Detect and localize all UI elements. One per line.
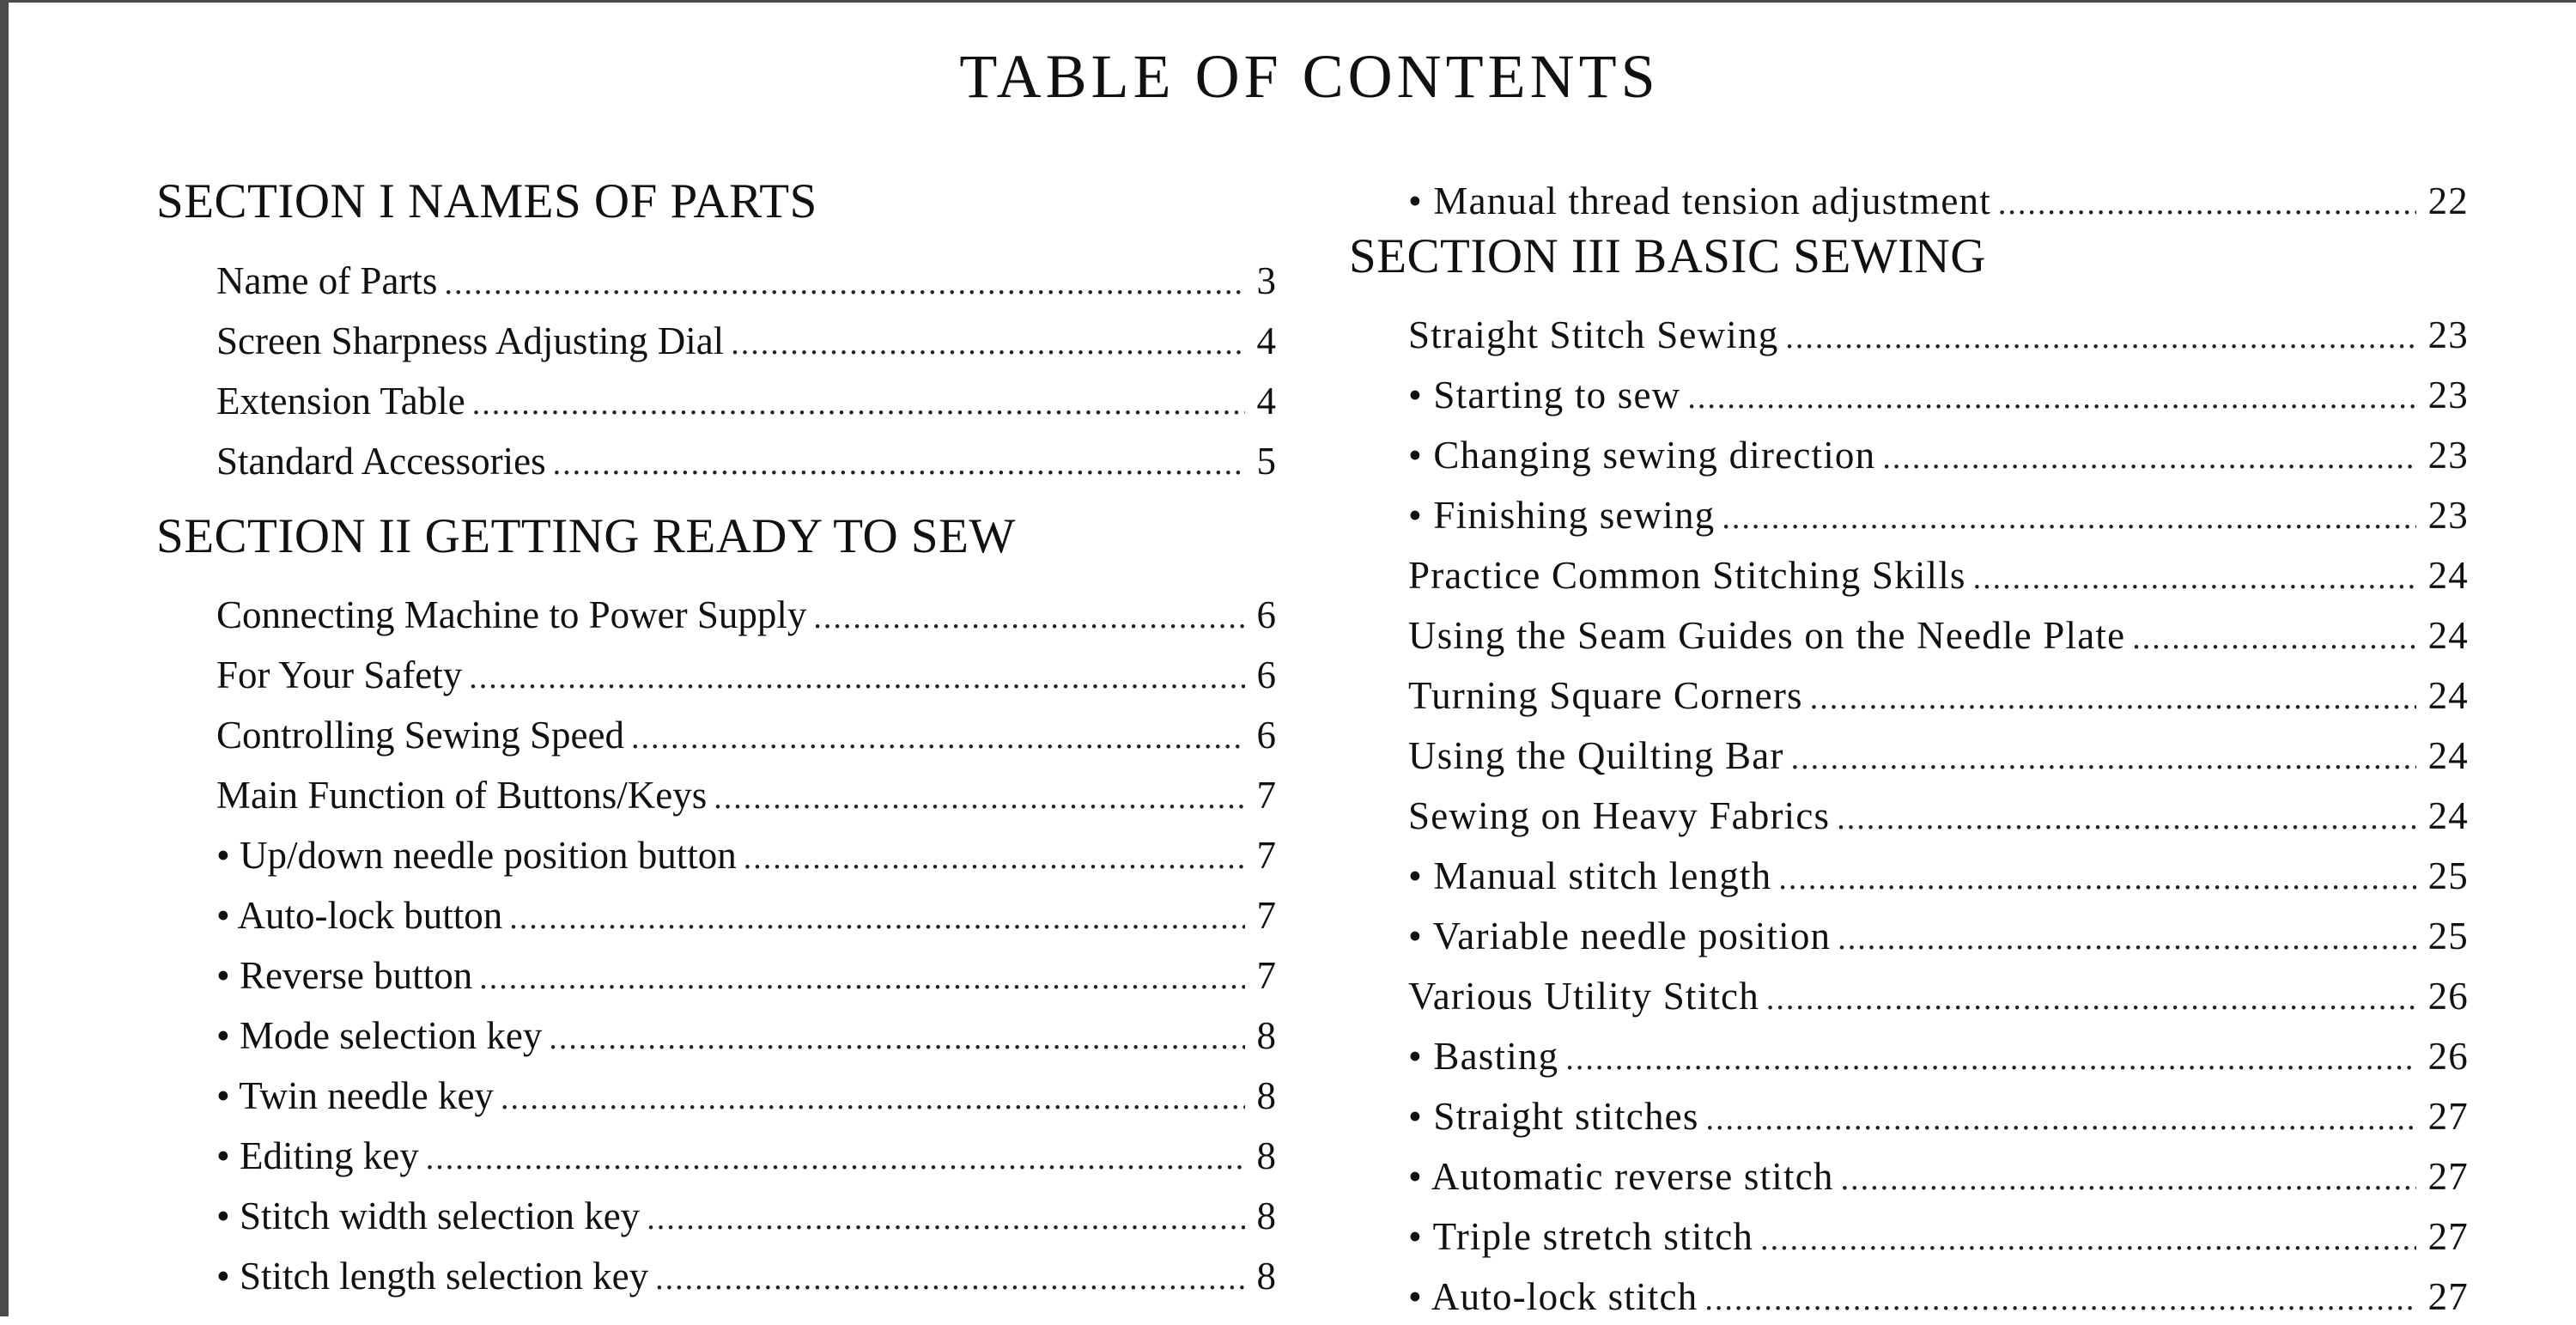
- toc-entry-label: Practice Common Stitching Skills: [1408, 554, 1966, 597]
- toc-entry-page-number: 24: [2427, 554, 2469, 597]
- dot-leader: [1791, 732, 2416, 784]
- dot-leader: [1785, 312, 2415, 363]
- toc-entry[interactable]: [216, 649, 1276, 703]
- toc-entry-label: Straight Stitch Sewing: [1408, 313, 1779, 356]
- toc-entry-label: • Variable needle position: [1408, 915, 1832, 957]
- toc-entry-page-number: 27: [2427, 1275, 2469, 1318]
- dot-leader: [1766, 973, 2416, 1024]
- toc-entry-page-number: 4: [1256, 380, 1276, 422]
- dot-leader: [509, 892, 1244, 944]
- section-heading: SECTION III BASIC SEWING: [1349, 229, 1986, 283]
- toc-entry-page-number: 27: [2427, 1155, 2469, 1198]
- dot-leader: [714, 772, 1244, 824]
- section-heading: SECTION I NAMES OF PARTS: [156, 174, 817, 228]
- dot-leader: [1687, 372, 2415, 423]
- toc-entry-label: • Finishing sewing: [1408, 494, 1716, 537]
- toc-entry-page-number: 27: [2427, 1095, 2469, 1138]
- toc-entry[interactable]: [1408, 610, 2469, 664]
- dot-leader: [1706, 1093, 2416, 1145]
- toc-entry-page-number: 4: [1256, 319, 1276, 362]
- dot-leader: [479, 952, 1244, 1004]
- toc-entry-page-number: 8: [1256, 1194, 1276, 1237]
- dot-leader: [1837, 793, 2415, 844]
- toc-entry[interactable]: [216, 950, 1276, 1004]
- toc-entry-page-number: 5: [1256, 440, 1276, 483]
- dot-leader: [472, 378, 1245, 429]
- toc-entry[interactable]: [1408, 850, 2469, 904]
- toc-entry[interactable]: [216, 1250, 1276, 1304]
- toc-entry-label: Screen Sharpness Adjusting Dial: [216, 319, 725, 362]
- toc-entry[interactable]: [1408, 369, 2469, 423]
- dot-leader: [655, 1253, 1244, 1304]
- toc-entry[interactable]: [216, 1190, 1276, 1244]
- dot-leader: [731, 318, 1244, 369]
- toc-entry-label: • Starting to sew: [1408, 374, 1681, 416]
- toc-entry[interactable]: [216, 375, 1276, 429]
- toc-entry-label: Connecting Machine to Power Supply: [216, 593, 807, 636]
- toc-entry-label: Name of Parts: [216, 259, 438, 302]
- toc-entry[interactable]: [1408, 670, 2469, 724]
- toc-entry[interactable]: [1408, 309, 2469, 363]
- toc-entry-label: • Twin needle key: [216, 1074, 494, 1117]
- toc-entry-page-number: 7: [1256, 894, 1276, 937]
- toc-entry-label: • Manual thread tension adjustment: [1408, 179, 1991, 222]
- dot-leader: [553, 438, 1245, 489]
- toc-entry-label: Various Utility Stitch: [1408, 975, 1759, 1018]
- toc-entry-page-number: 7: [1256, 774, 1276, 817]
- toc-entry-page-number: 25: [2427, 854, 2469, 897]
- toc-entry[interactable]: [216, 830, 1276, 884]
- dot-leader: [744, 832, 1245, 884]
- toc-entry[interactable]: [1408, 550, 2469, 604]
- toc-entry[interactable]: [216, 1010, 1276, 1064]
- dot-leader: [549, 1012, 1244, 1064]
- toc-entry-page-number: 26: [2427, 1035, 2469, 1078]
- toc-entry[interactable]: [216, 255, 1276, 309]
- toc-entry-page-number: 27: [2427, 1215, 2469, 1258]
- toc-entry[interactable]: [216, 1130, 1276, 1184]
- toc-entry-page-number: 26: [2427, 975, 2469, 1018]
- toc-entry-label: • Stitch length selection key: [216, 1255, 649, 1298]
- toc-entry-label: Standard Accessories: [216, 440, 546, 483]
- dot-leader: [631, 712, 1245, 763]
- toc-entry[interactable]: [1408, 1151, 2469, 1205]
- toc-entry[interactable]: [216, 315, 1276, 369]
- toc-entry-label: • Reverse button: [216, 954, 473, 997]
- toc-entry[interactable]: [1408, 1030, 2469, 1085]
- toc-entry-label: Main Function of Buttons/Keys: [216, 774, 708, 817]
- dot-leader: [2132, 612, 2415, 664]
- toc-entry-page-number: 3: [1256, 259, 1276, 302]
- toc-entry-label: • Auto-lock button: [216, 894, 503, 937]
- toc-entry-label: • Manual stitch length: [1408, 854, 1772, 897]
- dot-leader: [813, 592, 1244, 643]
- toc-entry[interactable]: [216, 435, 1276, 489]
- page-title: TABLE OF CONTENTS: [959, 42, 1660, 111]
- dot-leader: [647, 1193, 1244, 1244]
- section-heading: SECTION II GETTING READY TO SEW: [156, 509, 1016, 563]
- dot-leader: [469, 652, 1244, 703]
- toc-entry-label: • Triple stretch stitch: [1408, 1215, 1754, 1258]
- dot-leader: [1778, 853, 2415, 904]
- toc-entry-page-number: 23: [2427, 494, 2469, 537]
- toc-entry-page-number: 24: [2427, 614, 2469, 657]
- dot-leader: [1882, 432, 2415, 483]
- toc-entry[interactable]: [1408, 910, 2469, 964]
- dot-leader: [1760, 1213, 2415, 1265]
- toc-entry-page-number: 22: [2427, 179, 2469, 222]
- toc-entry-page-number: 8: [1256, 1134, 1276, 1177]
- toc-entry[interactable]: [216, 1070, 1276, 1124]
- toc-entry[interactable]: [216, 589, 1276, 643]
- toc-entry-page-number: 23: [2427, 313, 2469, 356]
- toc-entry[interactable]: [216, 890, 1276, 944]
- page-frame-top: [0, 0, 2576, 3]
- toc-entry[interactable]: [1408, 1211, 2469, 1265]
- toc-entry-page-number: 24: [2427, 734, 2469, 777]
- dot-leader: [426, 1133, 1245, 1184]
- dot-leader: [1973, 552, 2416, 604]
- toc-entry-label: • Changing sewing direction: [1408, 434, 1876, 477]
- toc-entry-label: Extension Table: [216, 380, 465, 422]
- dot-leader: [1838, 913, 2415, 964]
- toc-entry-label: Sewing on Heavy Fabrics: [1408, 794, 1831, 837]
- toc-entry[interactable]: [1408, 1271, 2469, 1325]
- dot-leader: [1565, 1033, 2415, 1085]
- dot-leader: [1810, 672, 2416, 724]
- toc-entry[interactable]: [1408, 790, 2469, 844]
- toc-entry-label: • Auto-lock stitch: [1408, 1275, 1698, 1318]
- toc-entry-label: • Mode selection key: [216, 1014, 543, 1057]
- toc-entry[interactable]: [1408, 429, 2469, 483]
- dot-leader: [444, 258, 1244, 309]
- toc-entry-label: • Up/down needle position button: [216, 834, 737, 877]
- toc-entry-page-number: 6: [1256, 714, 1276, 757]
- toc-entry-page-number: 23: [2427, 434, 2469, 477]
- page-frame-left: [0, 0, 9, 1316]
- toc-entry[interactable]: [1408, 1091, 2469, 1145]
- toc-entry-page-number: 7: [1256, 954, 1276, 997]
- toc-entry-page-number: 8: [1256, 1014, 1276, 1057]
- toc-entry-page-number: 6: [1256, 593, 1276, 636]
- toc-entry-page-number: 23: [2427, 374, 2469, 416]
- toc-entry-page-number: 24: [2427, 674, 2469, 717]
- toc-entry-page-number: 7: [1256, 834, 1276, 877]
- toc-entry-label: Turning Square Corners: [1408, 674, 1803, 717]
- toc-entry-label: Using the Seam Guides on the Needle Plate: [1408, 614, 2126, 657]
- toc-entry-label: • Automatic reverse stitch: [1408, 1155, 1834, 1198]
- toc-entry[interactable]: [1408, 489, 2469, 544]
- dot-leader: [501, 1073, 1245, 1124]
- toc-entry[interactable]: [216, 709, 1276, 763]
- toc-entry-page-number: 24: [2427, 794, 2469, 837]
- toc-entry-page-number: 8: [1256, 1255, 1276, 1298]
- toc-entry[interactable]: [1408, 730, 2469, 784]
- toc-entry-label: For Your Safety: [216, 653, 463, 696]
- toc-entry-label: • Stitch width selection key: [216, 1194, 641, 1237]
- toc-entry-label: • Straight stitches: [1408, 1095, 1699, 1138]
- toc-entry-label: Controlling Sewing Speed: [216, 714, 624, 757]
- toc-entry[interactable]: [1408, 970, 2469, 1024]
- toc-entry-page-number: 6: [1256, 653, 1276, 696]
- dot-leader: [1841, 1153, 2416, 1205]
- toc-entry-label: • Editing key: [216, 1134, 419, 1177]
- toc-entry[interactable]: [1408, 175, 2469, 229]
- dot-leader: [1704, 1273, 2415, 1325]
- dot-leader: [1722, 492, 2415, 544]
- toc-entry-page-number: 8: [1256, 1074, 1276, 1117]
- dot-leader: [1998, 178, 2416, 229]
- toc-entry[interactable]: [216, 769, 1276, 824]
- toc-entry-page-number: 25: [2427, 915, 2469, 957]
- toc-entry-label: • Basting: [1408, 1035, 1559, 1078]
- toc-entry-label: Using the Quilting Bar: [1408, 734, 1784, 777]
